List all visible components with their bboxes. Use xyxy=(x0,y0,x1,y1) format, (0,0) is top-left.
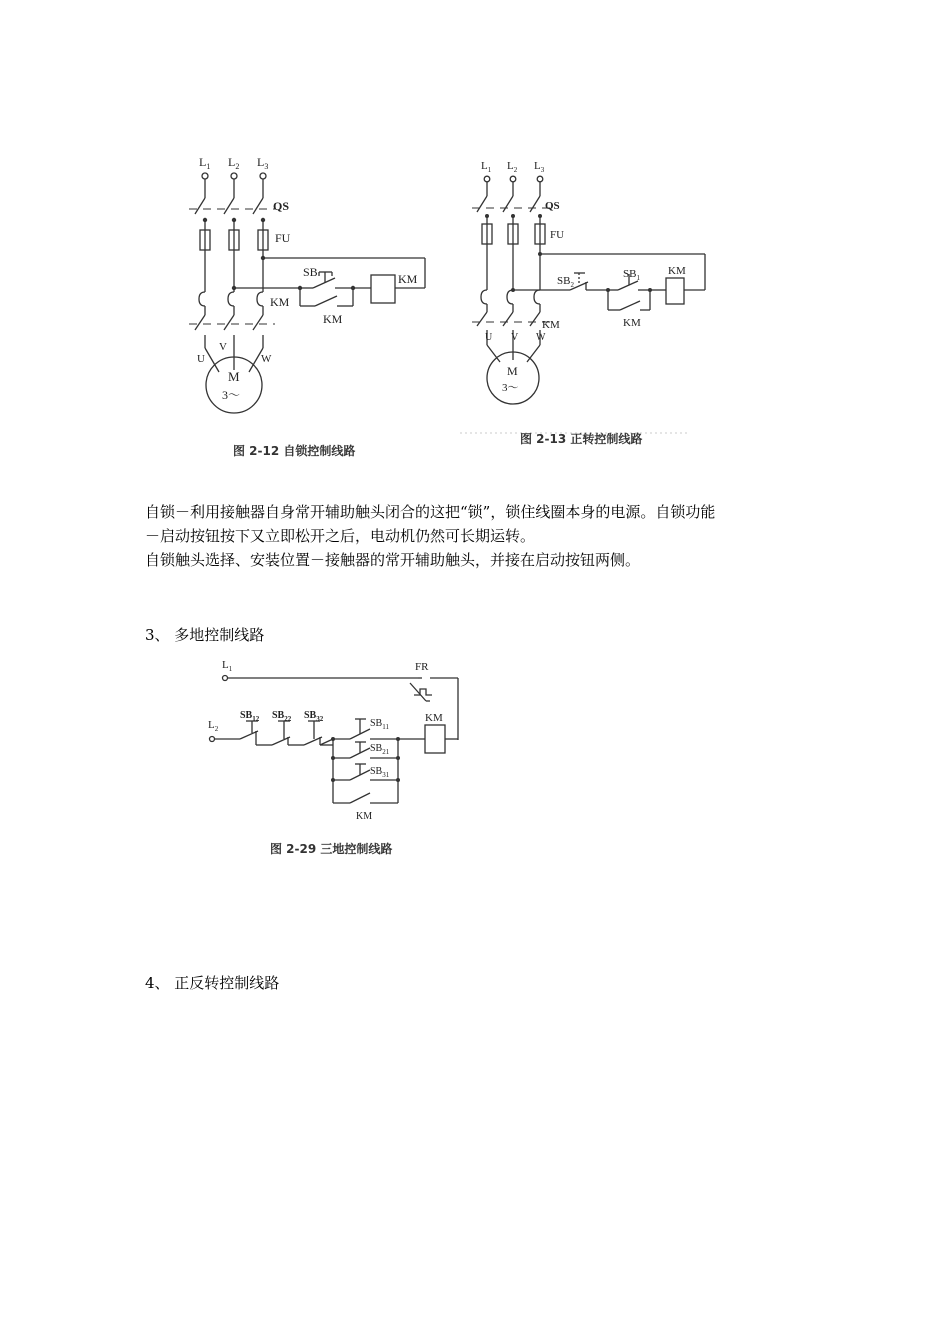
sb11-label: $SB_{11}$ xyxy=(370,718,389,731)
km-aux-label: KM xyxy=(323,312,343,326)
figure-caption: 图 2-13 正转控制线路 xyxy=(520,432,643,446)
u-label: U xyxy=(485,332,493,343)
fu-label: FU xyxy=(550,229,565,241)
qs-label: QS xyxy=(273,199,290,213)
sb31-label: $SB_{31}$ xyxy=(370,766,390,779)
terminal-l1-label: $L_1$ xyxy=(481,160,492,174)
sb1-label: $SB_1$ xyxy=(623,268,640,282)
paragraph-line: 自锁触头选择、安装位置－接触器的常开辅助触头，并接在启动按钮两侧。 xyxy=(145,551,641,569)
v-label: V xyxy=(511,332,519,343)
figure-self-locking-circuit xyxy=(175,150,445,465)
sb21-label: $SB_{21}$ xyxy=(370,743,390,756)
w-label: W xyxy=(536,332,546,343)
terminal-l2-label: $L_2$ xyxy=(228,155,240,171)
sb12-label: $SB_{12}$ xyxy=(240,710,260,723)
terminal-l3-label: $L_3$ xyxy=(257,155,269,171)
km-aux-label: KM xyxy=(623,317,641,329)
paragraph-line: －启动按钮按下又立即松开之后，电动机仍然可长期运转。 xyxy=(145,527,536,545)
terminal-l2-label: $L_2$ xyxy=(507,160,518,174)
km-coil-label: KM xyxy=(425,712,443,724)
figure-forward-control-circuit xyxy=(460,150,720,460)
motor-label: M xyxy=(507,364,518,378)
paragraph-self-locking xyxy=(145,500,715,572)
figure-caption: 图 2-29 三地控制线路 xyxy=(270,842,393,856)
km-aux-label: KM xyxy=(356,811,373,822)
sb22-label: $SB_{22}$ xyxy=(272,710,292,723)
km-coil-label: KM xyxy=(398,272,418,286)
fu-label: FU xyxy=(275,231,291,245)
w-label: W xyxy=(261,353,272,365)
terminal-l1-label: $L_1$ xyxy=(199,155,211,171)
sb-label: SB xyxy=(303,265,318,279)
figure-caption: 图 2-12 自锁控制线路 xyxy=(233,444,356,458)
u-label: U xyxy=(197,353,205,365)
paragraph-line: 自锁－利用接触器自身常开辅助触头闭合的这把“锁”，锁住线圈本身的电源。自锁功能 xyxy=(145,503,716,521)
motor-sub-label: 3～ xyxy=(502,382,519,394)
fr-label: FR xyxy=(415,661,429,673)
motor-sub-label: 3～ xyxy=(222,388,241,402)
terminal-l3-label: $L_3$ xyxy=(534,160,545,174)
heading-multi-location-control: 3、 多地控制线路 xyxy=(145,626,265,644)
terminal-l1-label: $L_1$ xyxy=(222,659,233,673)
km-main-label: KM xyxy=(542,319,560,331)
qs-label: QS xyxy=(545,200,560,212)
motor-label: M xyxy=(228,369,240,384)
terminal-l2-label: $L_2$ xyxy=(208,719,219,733)
sb2-label: $SB_2$ xyxy=(557,275,574,289)
km-main-label: KM xyxy=(270,295,290,309)
sb32-label: $SB_{32}$ xyxy=(304,710,324,723)
heading-forward-reverse-control: 4、 正反转控制线路 xyxy=(145,974,280,992)
figure-three-location-control xyxy=(200,655,475,860)
km-coil-label: KM xyxy=(668,265,686,277)
v-label: V xyxy=(219,341,227,353)
